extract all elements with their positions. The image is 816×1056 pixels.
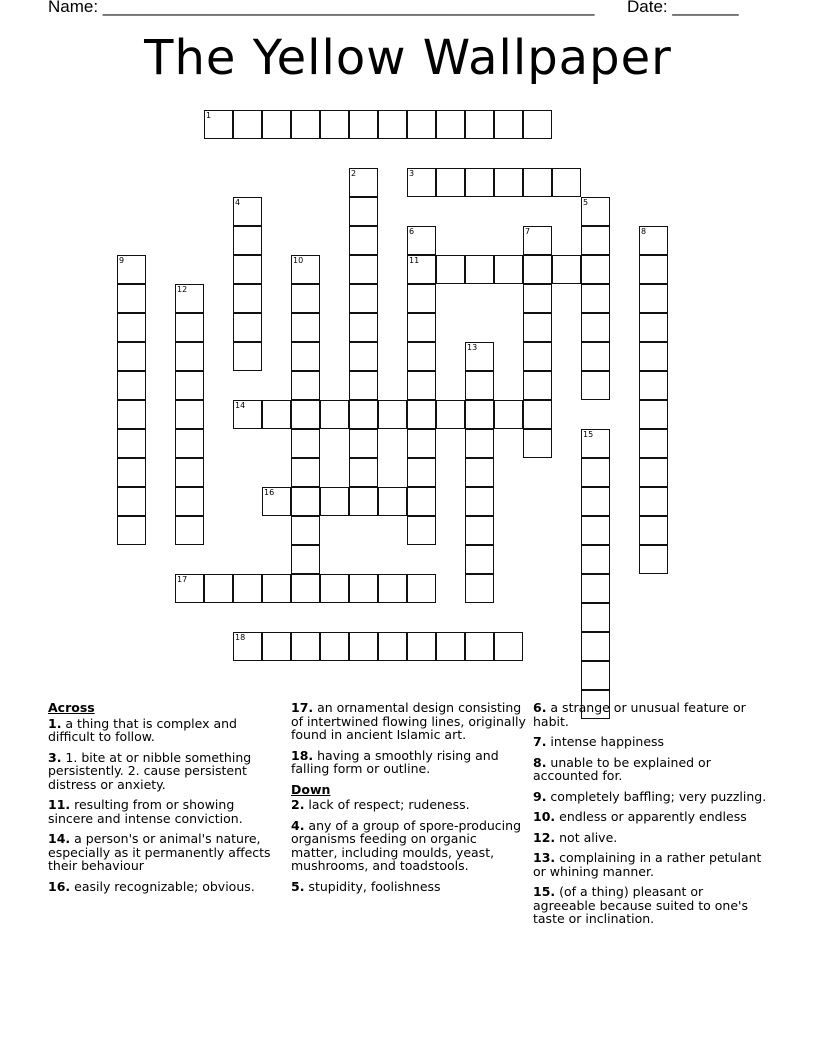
grid-cell[interactable]	[552, 168, 581, 197]
grid-cell[interactable]	[117, 371, 146, 400]
grid-cell[interactable]	[378, 400, 407, 429]
clue-number: 16	[264, 488, 275, 497]
grid-cell[interactable]	[494, 168, 523, 197]
clue-across-3: 3. 1. bite at or nibble something persistently. 2. cause persistent distress or anxiety.	[48, 749, 252, 792]
grid-cell[interactable]	[523, 371, 552, 400]
date-field[interactable]: Date: _______	[627, 0, 739, 16]
grid-cell[interactable]	[639, 400, 668, 429]
grid-cell[interactable]	[349, 574, 378, 603]
grid-cell[interactable]	[233, 342, 262, 371]
grid-cell[interactable]	[320, 400, 349, 429]
grid-cell[interactable]	[262, 632, 291, 661]
grid-cell[interactable]	[465, 516, 494, 545]
grid-cell[interactable]	[465, 168, 494, 197]
grid-cell[interactable]	[581, 661, 610, 690]
clue-number: 11	[409, 256, 420, 265]
grid-cell[interactable]	[581, 487, 610, 516]
grid-cell[interactable]	[204, 110, 233, 139]
clue-down-8: 8. unable to be explained or accounted for.	[533, 754, 711, 783]
grid-cell[interactable]	[378, 574, 407, 603]
clue-number: 15	[583, 430, 594, 439]
grid-cell[interactable]	[262, 110, 291, 139]
grid-cell[interactable]	[436, 400, 465, 429]
grid-cell[interactable]	[204, 574, 233, 603]
clue-down-4: 4. any of a group of spore-producing organisms feeding on organic matter, including moulds, yeast, mushrooms, and toadstools.	[291, 817, 521, 873]
grid-cell[interactable]	[465, 342, 494, 371]
grid-cell[interactable]	[378, 632, 407, 661]
clue-across-1: 1. a thing that is complex and difficult to follow.	[48, 715, 237, 744]
grid-cell[interactable]	[639, 284, 668, 313]
grid-cell[interactable]	[407, 487, 436, 516]
grid-cell[interactable]	[262, 400, 291, 429]
grid-cell[interactable]	[581, 342, 610, 371]
grid-cell[interactable]	[581, 545, 610, 574]
grid-cell[interactable]	[233, 400, 262, 429]
grid-cell[interactable]	[523, 284, 552, 313]
clue-down-5: 5. stupidity, foolishness	[291, 878, 441, 894]
grid-cell[interactable]	[117, 284, 146, 313]
grid-cell[interactable]	[320, 487, 349, 516]
clue-number: 6	[409, 227, 415, 236]
clue-across-16: 16. easily recognizable; obvious.	[48, 878, 255, 894]
grid-cell[interactable]	[233, 284, 262, 313]
grid-cell[interactable]	[436, 255, 465, 284]
grid-cell[interactable]	[407, 632, 436, 661]
grid-cell[interactable]	[349, 342, 378, 371]
grid-cell[interactable]	[465, 487, 494, 516]
grid-cell[interactable]	[407, 110, 436, 139]
grid-cell[interactable]	[291, 284, 320, 313]
grid-cell[interactable]	[291, 458, 320, 487]
grid-cell[interactable]	[581, 574, 610, 603]
grid-cell[interactable]	[407, 342, 436, 371]
grid-cell[interactable]	[349, 197, 378, 226]
clues-column-3	[533, 701, 769, 933]
grid-cell[interactable]	[407, 400, 436, 429]
grid-cell[interactable]	[581, 429, 610, 458]
grid-cell[interactable]	[465, 545, 494, 574]
clue-number: 10	[293, 256, 304, 265]
grid-cell[interactable]	[436, 110, 465, 139]
grid-cell[interactable]	[291, 110, 320, 139]
grid-cell[interactable]	[233, 255, 262, 284]
grid-cell[interactable]	[581, 516, 610, 545]
grid-cell[interactable]	[117, 342, 146, 371]
clue-number: 4	[235, 198, 241, 207]
clue-number: 13	[467, 343, 478, 352]
grid-cell[interactable]	[465, 632, 494, 661]
grid-cell[interactable]	[465, 371, 494, 400]
grid-cell[interactable]	[494, 110, 523, 139]
grid-cell[interactable]	[349, 371, 378, 400]
grid-cell[interactable]	[465, 458, 494, 487]
grid-cell[interactable]	[581, 371, 610, 400]
clue-number: 8	[641, 227, 647, 236]
grid-cell[interactable]	[465, 255, 494, 284]
clue-number: 9	[119, 256, 125, 265]
grid-cell[interactable]	[117, 255, 146, 284]
grid-cell[interactable]	[407, 255, 436, 284]
clue-across-14: 14. a person's or animal's nature, especially as it permanently affects their behaviour	[48, 831, 271, 873]
clue-down-15: 15. (of a thing) pleasant or agreeable because suited to one's taste or inclination.	[533, 884, 748, 926]
grid-cell[interactable]	[581, 284, 610, 313]
grid-cell[interactable]	[581, 255, 610, 284]
grid-cell[interactable]	[117, 400, 146, 429]
grid-cell[interactable]	[262, 574, 291, 603]
grid-cell[interactable]	[407, 516, 436, 545]
clue-number: 17	[177, 575, 188, 584]
grid-cell[interactable]	[291, 255, 320, 284]
grid-cell[interactable]	[349, 429, 378, 458]
grid-cell[interactable]	[291, 545, 320, 574]
grid-cell[interactable]	[581, 632, 610, 661]
grid-cell[interactable]	[175, 574, 204, 603]
grid-cell[interactable]	[233, 197, 262, 226]
grid-cell[interactable]	[233, 313, 262, 342]
grid-cell[interactable]	[349, 313, 378, 342]
grid-cell[interactable]	[494, 255, 523, 284]
grid-cell[interactable]	[233, 574, 262, 603]
clue-across-17: 17. an ornamental design consisting of intertwined flowing lines, originally found in ancient Islamic art.	[291, 700, 526, 742]
grid-cell[interactable]	[407, 574, 436, 603]
clue-number: 7	[525, 227, 531, 236]
grid-cell[interactable]	[262, 487, 291, 516]
grid-cell[interactable]	[349, 168, 378, 197]
clues-column-1	[48, 701, 276, 900]
grid-cell[interactable]	[233, 226, 262, 255]
clue-down-10: 10. endless or apparently endless	[533, 809, 747, 824]
grid-cell[interactable]	[175, 487, 204, 516]
grid-cell[interactable]	[639, 255, 668, 284]
grid-cell[interactable]	[175, 313, 204, 342]
grid-cell[interactable]	[291, 400, 320, 429]
grid-cell[interactable]	[320, 110, 349, 139]
grid-cell[interactable]	[465, 110, 494, 139]
clue-number: 1	[206, 111, 212, 120]
grid-cell[interactable]	[175, 342, 204, 371]
grid-cell[interactable]	[407, 284, 436, 313]
grid-cell[interactable]	[581, 197, 610, 226]
grid-cell[interactable]	[639, 313, 668, 342]
grid-cell[interactable]	[639, 458, 668, 487]
grid-cell[interactable]	[639, 226, 668, 255]
grid-cell[interactable]	[291, 516, 320, 545]
grid-cell[interactable]	[291, 487, 320, 516]
page-title: The Yellow Wallpaper	[144, 30, 672, 86]
grid-cell[interactable]	[494, 400, 523, 429]
grid-cell[interactable]	[349, 458, 378, 487]
grid-cell[interactable]	[117, 516, 146, 545]
grid-cell[interactable]	[436, 632, 465, 661]
grid-cell[interactable]	[291, 371, 320, 400]
grid-cell[interactable]	[407, 371, 436, 400]
grid-cell[interactable]	[523, 342, 552, 371]
grid-cell[interactable]	[233, 632, 262, 661]
grid-cell[interactable]	[523, 400, 552, 429]
grid-cell[interactable]	[581, 226, 610, 255]
grid-cell[interactable]	[378, 110, 407, 139]
grid-cell[interactable]	[117, 313, 146, 342]
clue-down-13: 13. complaining in a rather petulant or whining manner.	[533, 850, 762, 879]
across-heading: Across	[48, 700, 95, 715]
grid-cell[interactable]	[465, 400, 494, 429]
grid-cell[interactable]	[320, 632, 349, 661]
clue-number: 12	[177, 285, 188, 294]
clue-across-18: 18. having a smoothly rising and falling form or outline.	[291, 747, 499, 776]
grid-cell[interactable]	[320, 574, 349, 603]
clues-column-2	[291, 701, 527, 900]
grid-cell[interactable]	[349, 255, 378, 284]
grid-cell[interactable]	[291, 632, 320, 661]
down-heading: Down	[291, 781, 331, 797]
grid-cell[interactable]	[407, 226, 436, 255]
grid-cell[interactable]	[349, 632, 378, 661]
grid-cell[interactable]	[349, 110, 378, 139]
grid-cell[interactable]	[349, 400, 378, 429]
grid-cell[interactable]	[291, 429, 320, 458]
grid-cell[interactable]	[639, 487, 668, 516]
clue-down-2: 2. lack of respect; rudeness.	[291, 797, 470, 812]
grid-cell[interactable]	[436, 168, 465, 197]
grid-cell[interactable]	[639, 371, 668, 400]
clue-number: 5	[583, 198, 589, 207]
grid-cell[interactable]	[175, 429, 204, 458]
grid-cell[interactable]	[523, 110, 552, 139]
clue-number: 14	[235, 401, 246, 410]
grid-cell[interactable]	[639, 342, 668, 371]
clue-down-6: 6. a strange or unusual feature or habit.	[533, 700, 746, 729]
clue-down-7: 7. intense happiness	[533, 734, 665, 749]
clue-across-11: 11. resulting from or showing sincere and intense conviction.	[48, 797, 243, 826]
grid-cell[interactable]	[117, 458, 146, 487]
grid-cell[interactable]	[523, 255, 552, 284]
grid-cell[interactable]	[175, 284, 204, 313]
grid-cell[interactable]	[465, 574, 494, 603]
grid-cell[interactable]	[407, 313, 436, 342]
grid-cell[interactable]	[639, 429, 668, 458]
grid-cell[interactable]	[349, 284, 378, 313]
grid-cell[interactable]	[291, 574, 320, 603]
grid-cell[interactable]	[465, 429, 494, 458]
grid-cell[interactable]	[581, 458, 610, 487]
grid-cell[interactable]	[175, 458, 204, 487]
grid-cell[interactable]	[117, 429, 146, 458]
grid-cell[interactable]	[639, 545, 668, 574]
grid-cell[interactable]	[523, 226, 552, 255]
clue-number: 2	[351, 169, 357, 178]
grid-cell[interactable]	[175, 400, 204, 429]
grid-cell[interactable]	[523, 429, 552, 458]
grid-cell[interactable]	[175, 371, 204, 400]
grid-cell[interactable]	[349, 487, 378, 516]
grid-cell[interactable]	[291, 313, 320, 342]
grid-cell[interactable]	[523, 313, 552, 342]
name-field[interactable]: Name: ____________________________________________________	[48, 0, 595, 16]
grid-cell[interactable]	[407, 168, 436, 197]
grid-cell[interactable]	[233, 110, 262, 139]
clue-number: 3	[409, 169, 415, 178]
clue-number: 18	[235, 633, 246, 642]
grid-cell[interactable]	[291, 342, 320, 371]
grid-cell[interactable]	[581, 603, 610, 632]
grid-cell[interactable]	[407, 429, 436, 458]
grid-cell[interactable]	[639, 516, 668, 545]
grid-cell[interactable]	[581, 313, 610, 342]
grid-cell[interactable]	[378, 487, 407, 516]
grid-cell[interactable]	[552, 255, 581, 284]
grid-cell[interactable]	[494, 632, 523, 661]
grid-cell[interactable]	[407, 458, 436, 487]
grid-cell[interactable]	[175, 516, 204, 545]
grid-cell[interactable]	[523, 168, 552, 197]
clue-down-9: 9. completely baffling; very puzzling.	[533, 788, 767, 804]
grid-cell[interactable]	[117, 487, 146, 516]
clue-down-12: 12. not alive.	[533, 829, 618, 845]
grid-cell[interactable]	[349, 226, 378, 255]
